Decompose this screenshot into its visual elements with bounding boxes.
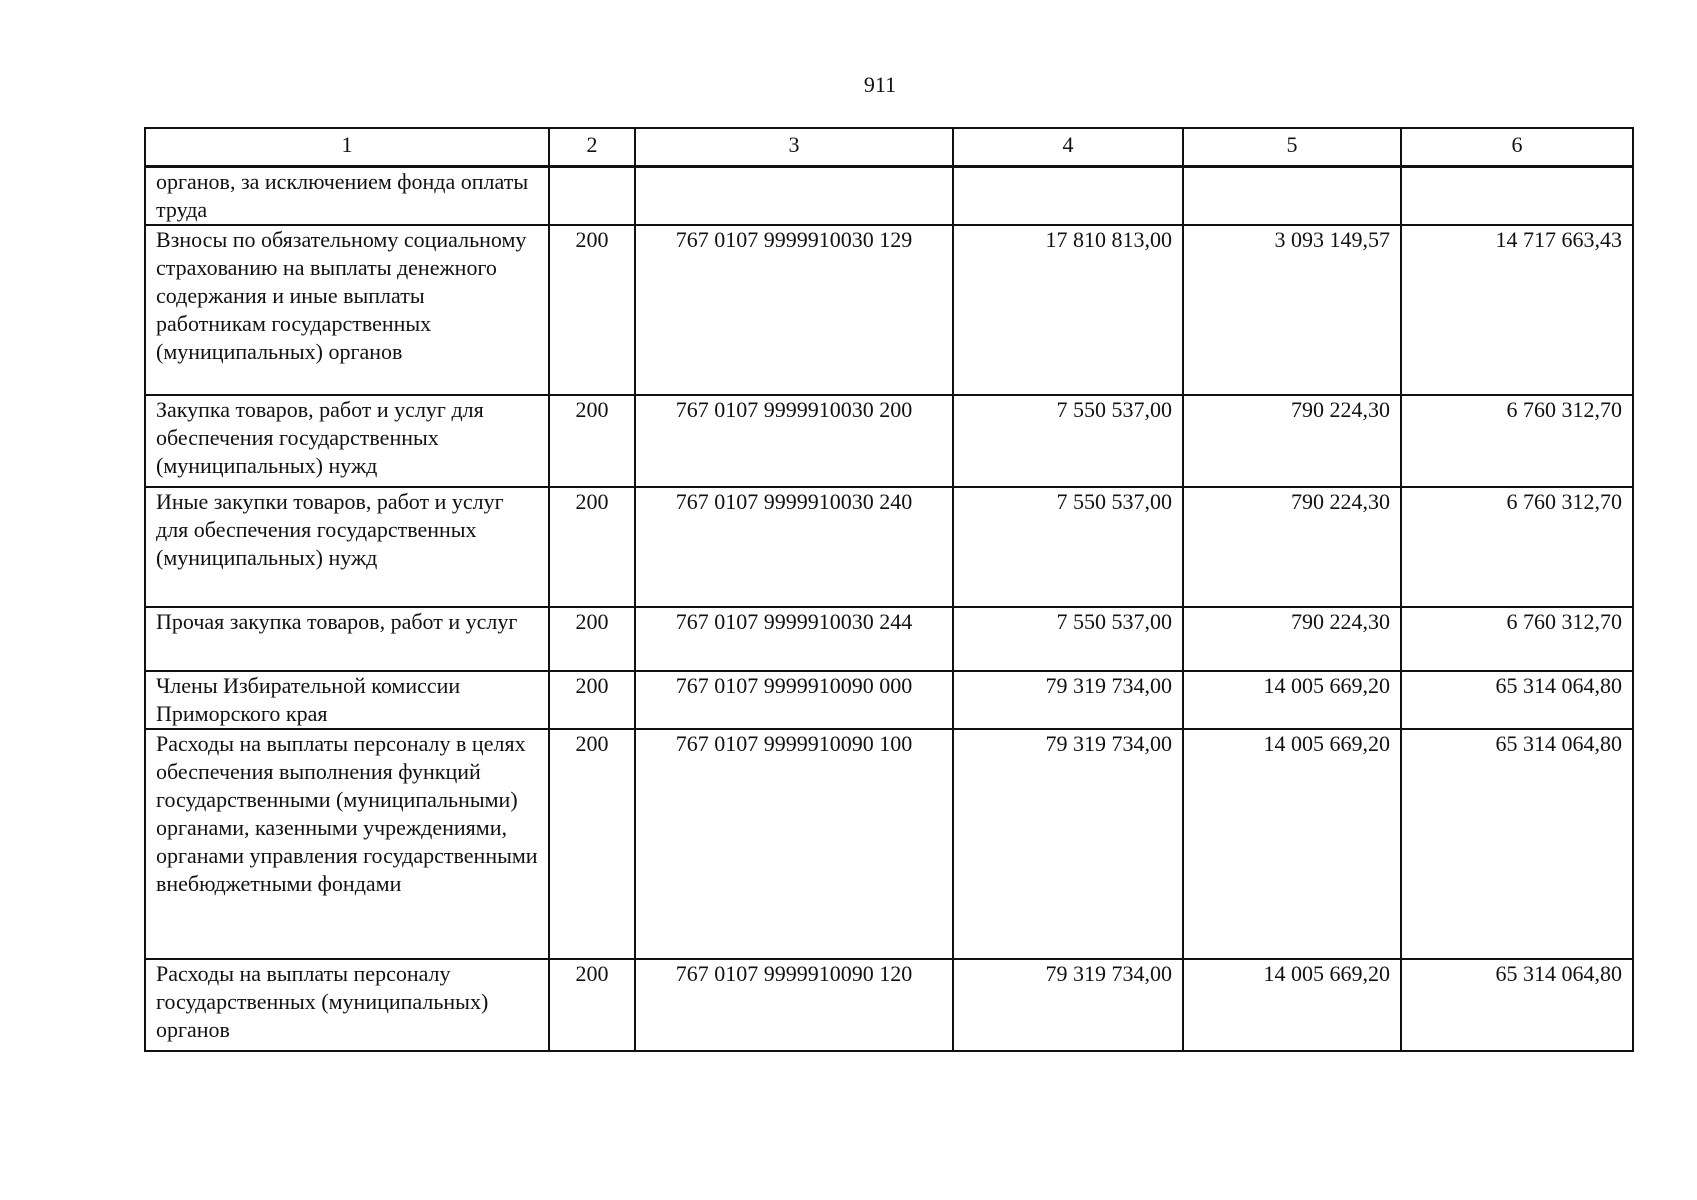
row-budget-classification: 767 0107 9999910030 244 [635,607,953,671]
row-executed-amount: 14 005 669,20 [1183,671,1401,729]
row-remaining-amount: 65 314 064,80 [1401,959,1633,1051]
row-budget-classification: 767 0107 9999910030 200 [635,395,953,487]
row-remaining-amount: 6 760 312,70 [1401,607,1633,671]
row-executed-amount [1183,167,1401,226]
page-number: 911 [863,72,897,97]
row-name: Закупка товаров, работ и услуг для обеспечения государственных (муниципальных) нужд [145,395,549,487]
row-approved-amount: 79 319 734,00 [953,959,1183,1051]
table-row [145,959,1633,1051]
table-row [145,607,1633,671]
row-approved-amount: 7 550 537,00 [953,607,1183,671]
row-name: Расходы на выплаты персоналу в целях обеспечения выполнения функций государственными (муниципальными) органами, казенными учреждениями, органами управления государственными внебюджетными фондами [145,729,549,959]
row-remaining-amount: 14 717 663,43 [1401,225,1633,395]
row-budget-classification: 767 0107 9999910090 120 [635,959,953,1051]
table-header-row [145,128,1633,167]
row-remaining-amount: 6 760 312,70 [1401,395,1633,487]
row-name: Взносы по обязательному социальному страхованию на выплаты денежного содержания и иные выплаты работникам государственных (муниципальных) органов [145,225,549,395]
budget-table [144,127,1634,1052]
row-executed-amount: 790 224,30 [1183,395,1401,487]
row-line-code [549,167,635,226]
table-row [145,729,1633,959]
row-approved-amount [953,167,1183,226]
row-line-code: 200 [549,671,635,729]
row-executed-amount: 3 093 149,57 [1183,225,1401,395]
row-remaining-amount: 65 314 064,80 [1401,729,1633,959]
row-approved-amount: 7 550 537,00 [953,395,1183,487]
column-header-4: 4 [953,128,1183,167]
row-approved-amount: 7 550 537,00 [953,487,1183,607]
row-remaining-amount: 6 760 312,70 [1401,487,1633,607]
row-line-code: 200 [549,959,635,1051]
row-name: Расходы на выплаты персоналу государственных (муниципальных) органов [145,959,549,1051]
column-header-1: 1 [145,128,549,167]
row-name: органов, за исключением фонда оплаты труда [145,167,549,226]
row-executed-amount: 790 224,30 [1183,607,1401,671]
row-budget-classification [635,167,953,226]
table-row [145,395,1633,487]
table-row [145,225,1633,395]
row-line-code: 200 [549,487,635,607]
column-header-6: 6 [1401,128,1633,167]
row-executed-amount: 14 005 669,20 [1183,729,1401,959]
row-line-code: 200 [549,225,635,395]
column-header-2: 2 [549,128,635,167]
row-line-code: 200 [549,607,635,671]
row-line-code: 200 [549,729,635,959]
row-approved-amount: 79 319 734,00 [953,671,1183,729]
row-name: Прочая закупка товаров, работ и услуг [145,607,549,671]
row-remaining-amount [1401,167,1633,226]
row-budget-classification: 767 0107 9999910030 240 [635,487,953,607]
column-header-3: 3 [635,128,953,167]
table-row [145,671,1633,729]
row-name: Иные закупки товаров, работ и услуг для обеспечения государственных (муниципальных) нужд [145,487,549,607]
row-approved-amount: 17 810 813,00 [953,225,1183,395]
row-executed-amount: 790 224,30 [1183,487,1401,607]
column-header-5: 5 [1183,128,1401,167]
row-budget-classification: 767 0107 9999910090 100 [635,729,953,959]
row-approved-amount: 79 319 734,00 [953,729,1183,959]
row-executed-amount: 14 005 669,20 [1183,959,1401,1051]
row-budget-classification: 767 0107 9999910030 129 [635,225,953,395]
table-row [145,487,1633,607]
row-line-code: 200 [549,395,635,487]
table-row [145,167,1633,226]
row-remaining-amount: 65 314 064,80 [1401,671,1633,729]
row-budget-classification: 767 0107 9999910090 000 [635,671,953,729]
row-name: Члены Избирательной комиссии Приморского края [145,671,549,729]
